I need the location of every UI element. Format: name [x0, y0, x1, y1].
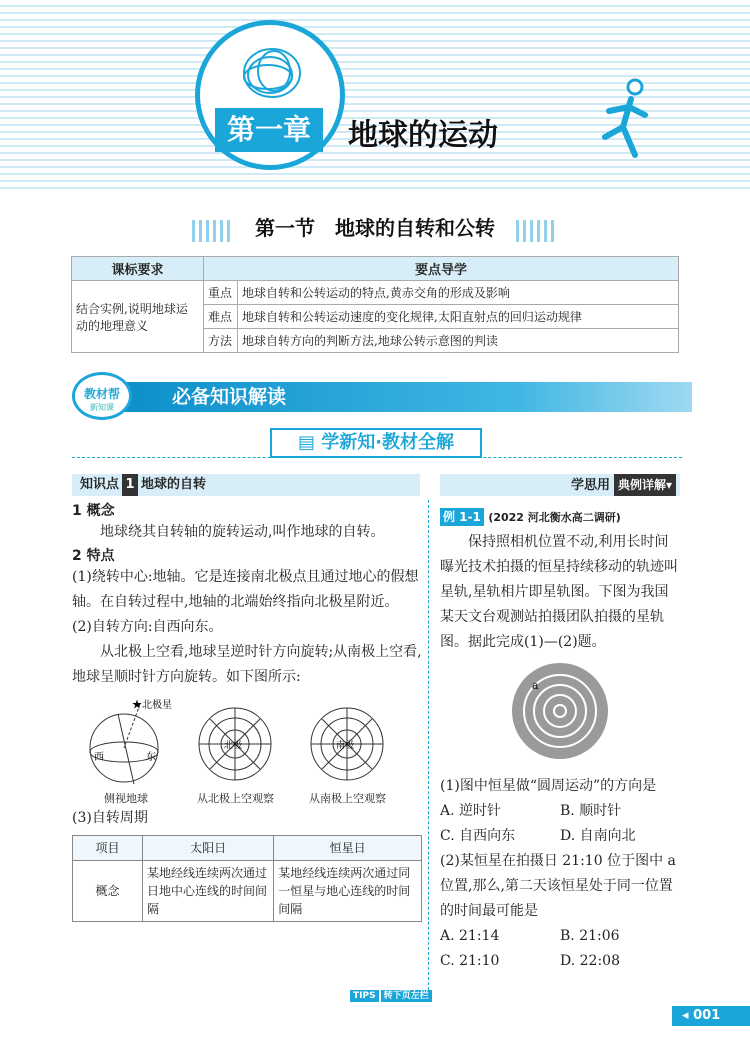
- row-value: 地球自转和公转运动的特点,黄赤交角的形成及影响: [238, 281, 679, 305]
- question: (2)某恒星在拍摄日 21:10 位于图中 a 位置,那么,第二天该恒星处于同一位置的时间最可能是: [440, 853, 676, 919]
- paragraph: 从北极上空看,地球呈逆时针方向旋转;从南极上空看,地球呈顺时针方向旋转。如下图所示:: [72, 644, 422, 685]
- tips-tag: TIPS: [350, 990, 379, 1002]
- banner-title: 必备知识解读: [112, 382, 692, 412]
- question: (1)图中恒星做“圆周运动”的方向是: [440, 778, 657, 794]
- west-label: 西: [94, 752, 104, 763]
- chapter-label: 第一章: [215, 108, 323, 152]
- col-header: 太阳日: [143, 836, 274, 861]
- rotation-diagram: [72, 696, 422, 786]
- option: A. 21:14: [440, 928, 500, 944]
- option: A. 逆时针: [440, 803, 502, 819]
- option: C. 自西向东: [440, 828, 516, 844]
- chapter-header: [0, 0, 750, 190]
- page-number-text: 001: [693, 1008, 721, 1023]
- notebook-icon: ▤: [297, 432, 322, 453]
- runner-icon: [595, 75, 655, 165]
- option: B. 顺时针: [560, 803, 622, 819]
- paragraph: (3)自转周期: [72, 810, 148, 826]
- option: B. 21:06: [560, 928, 620, 944]
- option: D. 自南向北: [560, 828, 636, 844]
- heading: 2 特点: [72, 548, 115, 564]
- row-key: 重点: [204, 281, 238, 305]
- badge-sub: 新知课: [90, 403, 114, 412]
- section-title: 第一节 地球的自转和公转: [255, 216, 495, 240]
- option: C. 21:10: [440, 953, 500, 969]
- option: D. 22:08: [560, 953, 620, 969]
- arrow-icon: ◂: [682, 1008, 694, 1023]
- xsy-label: 学思用: [570, 478, 610, 493]
- east-label: 东: [146, 752, 156, 763]
- example-badge: 例 1-1: [440, 508, 484, 526]
- question-stem: 保持照相机位置不动,利用长时间曝光技术拍摄的恒星持续移动的轨迹叫星轨,星轨相片即星轨图。下图为我国某天文台观测站拍摄团队拍摄的星轨图。据此完成(1)—(2)题。: [440, 534, 678, 650]
- column-divider: [428, 500, 429, 990]
- kp-title: 地球的自转: [141, 477, 207, 492]
- star-trail-image: [440, 655, 680, 765]
- xsy-tag[interactable]: 典例详解▾: [614, 474, 676, 496]
- paragraph: 地球绕其自转轴的旋转运动,叫作地球的自转。: [100, 524, 385, 540]
- section-banner: [72, 378, 682, 414]
- knowledge-point-header: [72, 474, 420, 496]
- example-header: [440, 474, 680, 496]
- col-header: 项目: [73, 836, 143, 861]
- standard-cell: 结合实例,说明地球运动的地理意义: [72, 281, 204, 353]
- left-column: [72, 500, 424, 922]
- kp-label: 知识点: [80, 477, 120, 492]
- figure-caption: 从南极上空观察: [309, 792, 386, 805]
- row-header: 概念: [73, 861, 143, 922]
- north-pole-label: 北极: [224, 741, 243, 751]
- right-column: [440, 505, 680, 974]
- row-value: 地球自转和公转运动速度的变化规律,太阳直射点的回归运动规律: [238, 305, 679, 329]
- south-pole-label: 南极: [336, 741, 355, 751]
- col-header: 要点导学: [204, 257, 679, 281]
- period-table: [72, 835, 422, 922]
- paragraph: (2)自转方向:自西向东。: [72, 619, 223, 635]
- position-label: a: [532, 679, 539, 692]
- badge-label: 教材帮: [83, 387, 120, 401]
- table-cell: 某地经线连续两次通过日地中心连线的时间间隔: [143, 861, 274, 922]
- page-number: [672, 1006, 750, 1026]
- banner-badge: [72, 372, 132, 420]
- figure-caption: 从北极上空观察: [197, 792, 274, 805]
- table-cell: 某地经线连续两次通过同一恒星与地心连线的时间间隔: [274, 861, 422, 922]
- col-header: 恒星日: [274, 836, 422, 861]
- section-heading: [0, 212, 750, 242]
- chapter-title: 地球的运动: [348, 118, 498, 153]
- requirements-table: [71, 256, 679, 353]
- row-value: 地球自转方向的判断方法,地球公转示意图的判读: [238, 329, 679, 353]
- row-key: 难点: [204, 305, 238, 329]
- col-header: 课标要求: [72, 257, 204, 281]
- heading: 1 概念: [72, 503, 115, 519]
- polaris-label: ★北极星: [132, 700, 172, 711]
- kp-number: 1: [122, 474, 138, 496]
- divider: [72, 457, 682, 458]
- row-key: 方法: [204, 329, 238, 353]
- tips-text: 转下页左栏: [381, 990, 432, 1002]
- study-label: 学新知·教材全解: [321, 432, 455, 453]
- deco-bars-right: [516, 220, 558, 242]
- tips-note: [350, 988, 434, 1001]
- figure-caption: 侧视地球: [104, 792, 148, 805]
- study-header: [270, 428, 482, 458]
- rotation-figures: [72, 696, 424, 806]
- paragraph: (1)绕转中心:地轴。它是连接南北极点且通过地心的假想轴。在自转过程中,地轴的北端始终指向北极星附近。: [72, 569, 419, 610]
- example-source: (2022 河北衡水高二调研): [488, 511, 621, 524]
- deco-bars-left: [192, 220, 234, 242]
